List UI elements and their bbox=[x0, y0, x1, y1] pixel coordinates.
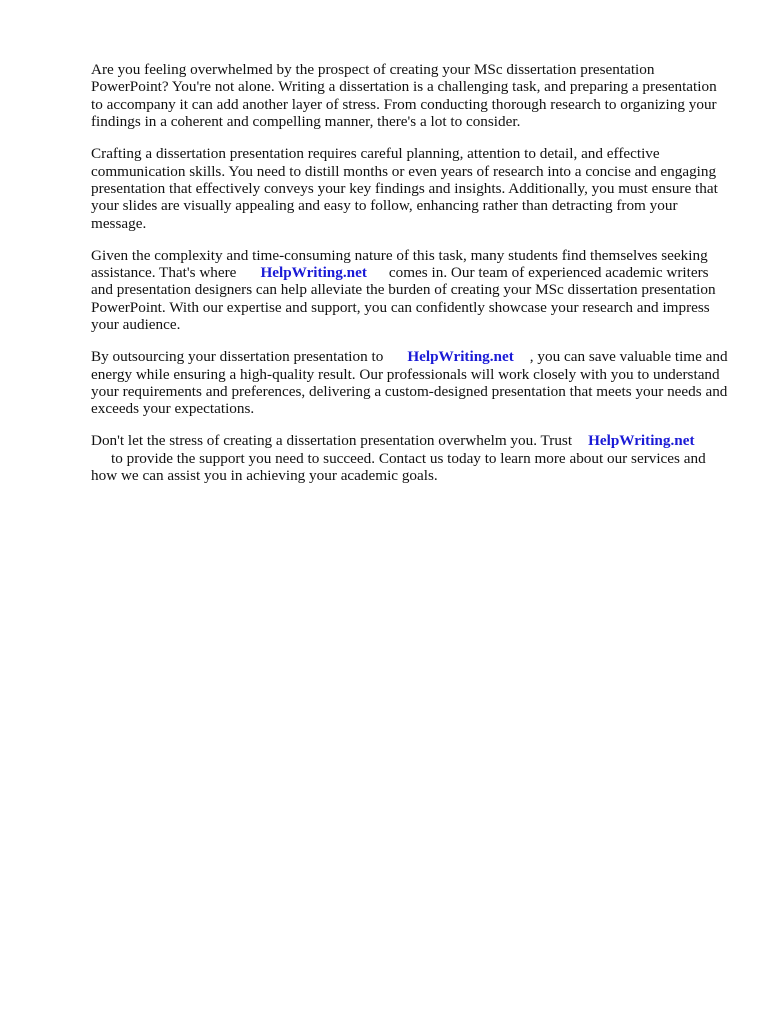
paragraph-crafting bbox=[91, 145, 731, 232]
paragraph-outsourcing-text-before: By outsourcing your dissertation presentation to bbox=[91, 348, 384, 366]
paragraph-assistance bbox=[91, 247, 731, 334]
helpwriting-link[interactable]: HelpWriting.net bbox=[260, 264, 367, 282]
paragraph-intro bbox=[91, 61, 731, 131]
paragraph-crafting-text: Crafting a dissertation presentation requires careful planning, attention to detail, and effective communication skills. You need to distill months or even years of research into a concise and engaging presentation that effectively conveys your key findings and insights. Additionally, you must ensure that your slides are visually appealing and easy to follow, enhancing rather than detracting from your message. bbox=[91, 145, 718, 232]
paragraph-outsourcing bbox=[91, 348, 731, 418]
document-body bbox=[91, 61, 731, 499]
paragraph-outsourcing-text-after: , you can save valuable time and energy while ensuring a high-quality result. Our professionals will work closely with you to understand your requirements and preferences, delivering a custom-designed presentation that meets your needs and exceeds your expectations. bbox=[91, 348, 728, 418]
paragraph-intro-text: Are you feeling overwhelmed by the prospect of creating your MSc dissertation presentation PowerPoint? You're not alone. Writing a dissertation is a challenging task, and preparing a presentation to accompany it can add another layer of stress. From conducting thorough research to organizing your findings in a coherent and compelling manner, there's a lot to consider. bbox=[91, 61, 717, 131]
paragraph-closing-text-after: to provide the support you need to succeed. Contact us today to learn more about our services and how we can assist you in achieving your academic goals. bbox=[91, 449, 706, 485]
paragraph-assistance-text-before: Given the complexity and time-consuming nature of this task, many students find themselves seeking assistance. That's where bbox=[91, 246, 708, 282]
paragraph-closing-text-before: Don't let the stress of creating a dissertation presentation overwhelm you. Trust bbox=[91, 432, 573, 450]
helpwriting-link[interactable]: HelpWriting.net bbox=[588, 432, 695, 450]
paragraph-assistance-text-after: comes in. Our team of experienced academic writers and presentation designers can help alleviate the burden of creating your MSc dissertation presentation PowerPoint. With our expertise and support, you can confidently showcase your research and impress your audience. bbox=[91, 264, 716, 334]
paragraph-closing bbox=[91, 432, 731, 484]
helpwriting-link[interactable]: HelpWriting.net bbox=[407, 348, 514, 366]
